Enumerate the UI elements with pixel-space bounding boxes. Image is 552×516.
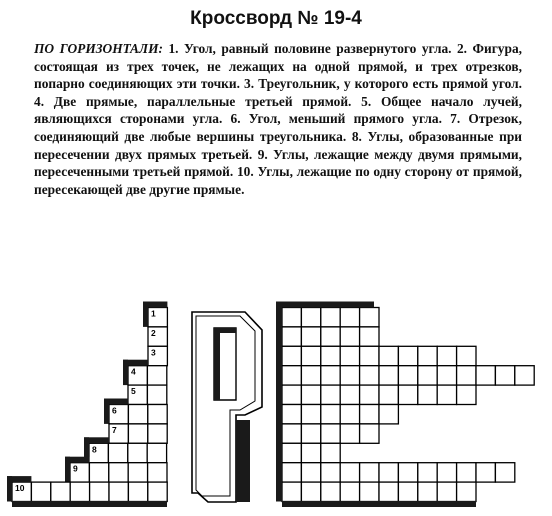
grid-cell: [51, 482, 70, 501]
grid-cell: [301, 346, 320, 365]
grid-cell: [360, 463, 379, 482]
grid-cell: [340, 366, 359, 385]
step-shadow: [143, 302, 167, 308]
grid-cell: [437, 463, 456, 482]
grid-cell: [495, 366, 514, 385]
clue-number: 8: [92, 444, 97, 455]
grid-cell: [321, 424, 340, 443]
p-shape-window-shadow: [214, 328, 220, 400]
grid-cell: [457, 385, 476, 404]
grid-cell: [418, 346, 437, 365]
grid-cell: [340, 463, 359, 482]
grid-cell: [379, 482, 398, 501]
grid-cell: [360, 366, 379, 385]
grid-cell: [418, 463, 437, 482]
grid-cell: [148, 424, 167, 443]
grid-cell: [379, 463, 398, 482]
grid-cell: [495, 463, 514, 482]
grid-cell: [301, 424, 320, 443]
grid-cell: [321, 327, 340, 346]
grid-cell: [457, 463, 476, 482]
step-shadow: [84, 437, 108, 443]
grid-cell: [340, 327, 359, 346]
grid-cell: [379, 405, 398, 424]
grid-cell: [360, 308, 379, 327]
grid-cell: [437, 482, 456, 501]
grid-cell: [340, 308, 359, 327]
step-shadow: [7, 476, 31, 482]
grid-cell: [340, 346, 359, 365]
p-shape-stem-shadow: [236, 420, 250, 502]
grid-cell: [398, 346, 417, 365]
grid-cell: [340, 405, 359, 424]
grid-cell: [340, 482, 359, 501]
grid-cell: [301, 443, 320, 462]
step-shadow: [123, 360, 147, 366]
grid-cell: [128, 424, 147, 443]
grid-cell: [321, 463, 340, 482]
grid-cell: [89, 463, 108, 482]
grid-cell: [321, 385, 340, 404]
grid-cell: [457, 346, 476, 365]
grid-cell: [147, 366, 166, 385]
grid-cell: [360, 327, 379, 346]
grid-cell: [301, 366, 320, 385]
grid-cell: [321, 443, 340, 462]
step-shadow: [104, 399, 128, 405]
grid-cell: [301, 327, 320, 346]
grid-cell: [301, 308, 320, 327]
grid-cell: [301, 463, 320, 482]
grid-cell: [321, 482, 340, 501]
grid-cell: [301, 385, 320, 404]
grid-cell: [360, 424, 379, 443]
grid-cell: [109, 463, 128, 482]
grid-cell: [437, 346, 456, 365]
grid-cell: [321, 405, 340, 424]
grid-cell: [418, 366, 437, 385]
grid-cell: [515, 366, 534, 385]
grid-cell: [108, 443, 127, 462]
grid-cell: [321, 308, 340, 327]
clue-number: 10: [15, 483, 25, 494]
grid-cell: [282, 346, 301, 365]
grid-cell: [321, 346, 340, 365]
grid-cell: [128, 482, 147, 501]
clue-number: 3: [151, 347, 156, 358]
grid-cell: [128, 443, 147, 462]
step-shadow: [65, 457, 89, 463]
grid-cell: [360, 482, 379, 501]
grid-cell: [398, 482, 417, 501]
grid-cell: [321, 366, 340, 385]
grid-cell: [282, 366, 301, 385]
grid-cell: [379, 346, 398, 365]
grid-cell: [476, 463, 495, 482]
clue-number: 7: [112, 424, 117, 435]
grid-cell: [282, 424, 301, 443]
page-title: Кроссворд № 19-4: [190, 8, 362, 29]
grid-cell: [360, 405, 379, 424]
grid-cell: [148, 463, 167, 482]
grid-cell: [457, 482, 476, 501]
grid-cell: [282, 385, 301, 404]
grid-cell: [282, 308, 301, 327]
grid-cell: [282, 405, 301, 424]
grid-cell: [340, 424, 359, 443]
grid-cell: [398, 385, 417, 404]
grid-cell: [418, 482, 437, 501]
grid-cell: [457, 366, 476, 385]
grid-cell: [301, 405, 320, 424]
p-shape-window-shadow: [214, 328, 236, 333]
grid-cell: [128, 405, 147, 424]
clue-number: 1: [151, 308, 156, 319]
clues-text: 1. Угол, равный половине развернутого угла. 2. Фигура, состоящая из трех точек, не лежащих на одной прямой, и трех отрезков, попарно соединяющих эти точки. 3. Треугольник, у которого есть прямой угол. 4. Две прямые, параллельные третьей прямой. 5. Общее начало лучей, являющихся сторонами угла. 6. Угол, меньший прямого угла. 7. Отрезок, соединяющий две любые вершины треугольника. 8. Углы, образованные при пересечении двух прямых третьей. 9. Углы, лежащие между двумя прямыми, пересеченными третьей прямой. 10. Углы, лежащие по одну сторону от прямой, пересекающей две другие прямые.: [34, 41, 522, 197]
grid-cell: [282, 463, 301, 482]
right-block-shadow: [276, 302, 374, 308]
clue-number: 2: [151, 327, 156, 338]
grid-cell: [282, 482, 301, 501]
staircase-base: [12, 501, 167, 507]
grid-cell: [360, 385, 379, 404]
grid-cell: [398, 366, 417, 385]
grid-cell: [147, 385, 166, 404]
grid-cell: [360, 346, 379, 365]
grid-cell: [379, 385, 398, 404]
grid-cell: [340, 385, 359, 404]
grid-cell: [128, 463, 147, 482]
clue-number: 4: [131, 366, 136, 377]
grid-cell: [437, 366, 456, 385]
grid-cell: [148, 405, 167, 424]
grid-cell: [147, 443, 166, 462]
clues-heading: ПО ГОРИЗОНТАЛИ:: [34, 41, 163, 56]
right-block-base: [282, 501, 476, 507]
grid-cell: [282, 443, 301, 462]
grid-cell: [282, 327, 301, 346]
grid-cell: [90, 482, 109, 501]
clue-number: 6: [112, 405, 117, 416]
clue-number: 9: [73, 463, 78, 474]
grid-cell: [148, 482, 167, 501]
right-block-shadow: [276, 302, 282, 502]
grid-cell: [418, 385, 437, 404]
grid-cell: [31, 482, 50, 501]
grid-cell: [379, 366, 398, 385]
grid-cell: [109, 482, 128, 501]
grid-cell: [476, 366, 495, 385]
grid-cell: [301, 482, 320, 501]
grid-cell: [437, 385, 456, 404]
clue-number: 5: [131, 386, 136, 397]
grid-cell: [70, 482, 89, 501]
grid-cell: [398, 463, 417, 482]
